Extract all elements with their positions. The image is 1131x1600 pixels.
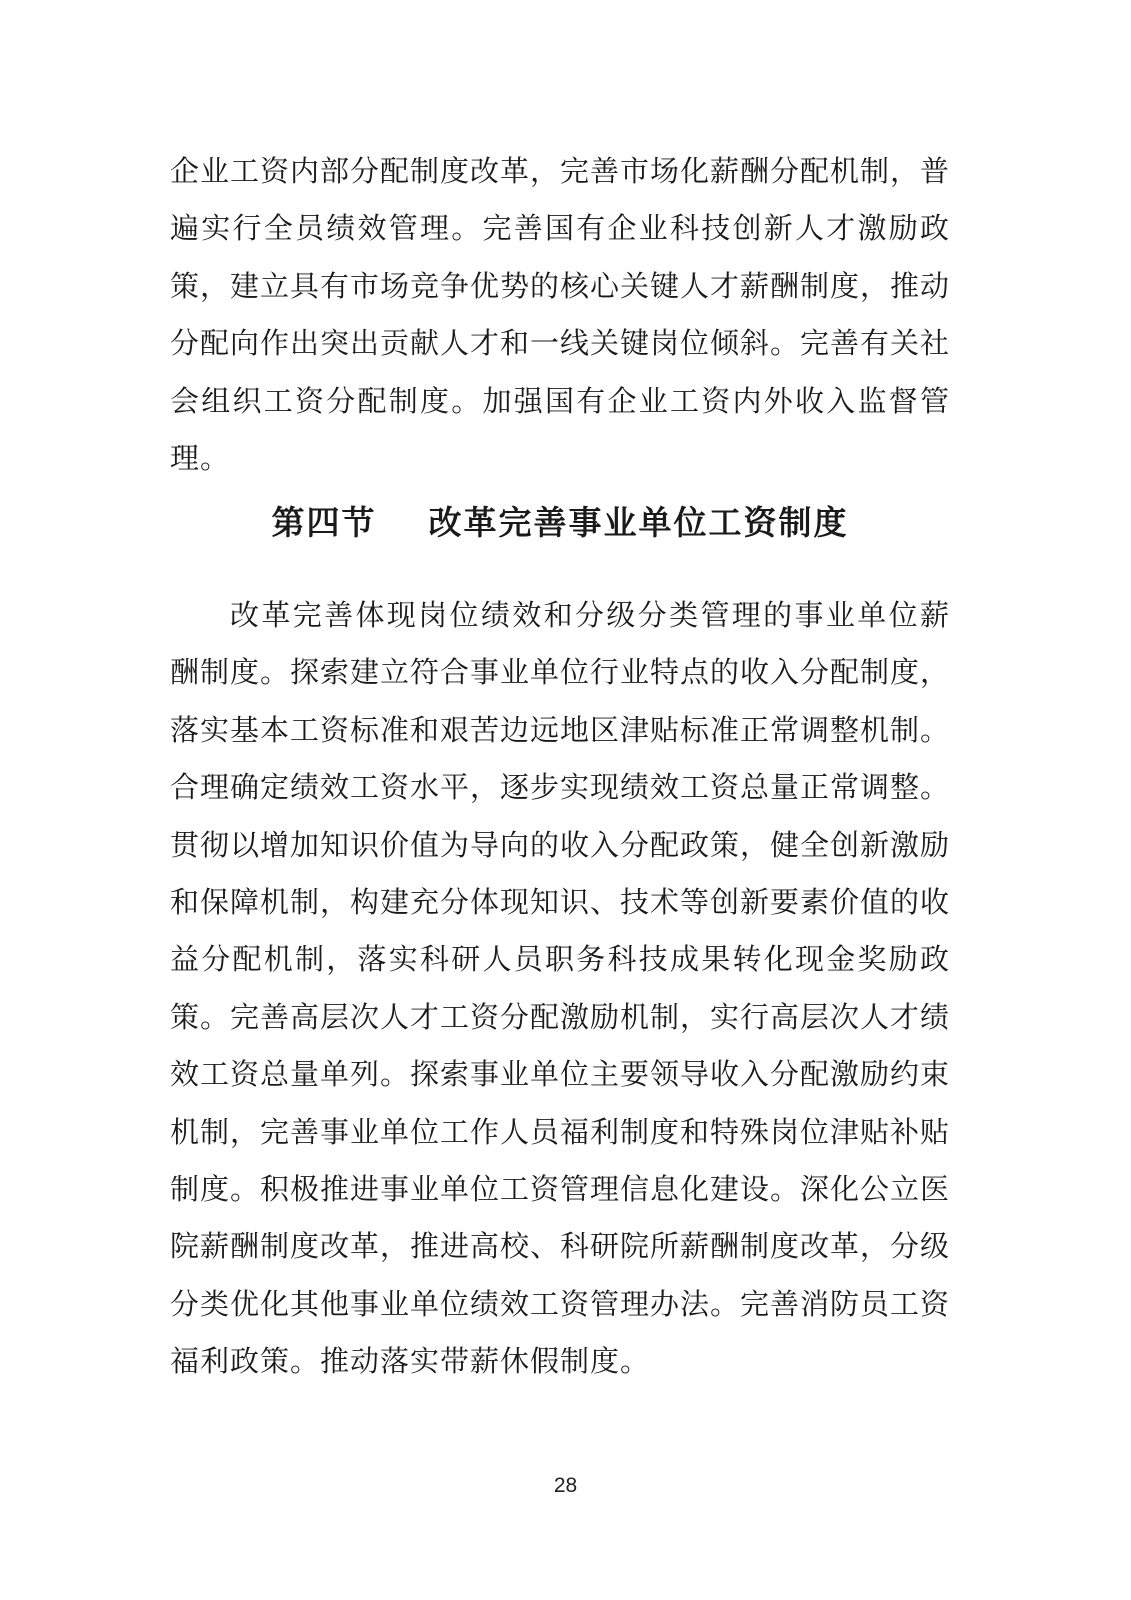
body-line: 企业工资内部分配制度改革，完善市场化薪酬分配机制，普	[170, 156, 950, 188]
body-line: 机制，完善事业单位工作人员福利制度和特殊岗位津贴补贴	[170, 1116, 950, 1149]
body-line: 和保障机制，构建充分体现知识、技术等创新要素价值的收	[170, 886, 950, 919]
section-heading	[170, 494, 950, 551]
body-line: 会组织工资分配制度。加强国有企业工资内外收入监督管	[170, 385, 950, 418]
page-number: 28	[553, 1474, 578, 1497]
body-line: 理。	[170, 442, 231, 475]
body-line: 院薪酬制度改革，推进高校、科研院所薪酬制度改革，分级	[170, 1231, 950, 1264]
body-line: 策，建立具有市场竞争优势的核心关键人才薪酬制度，推动	[170, 270, 950, 303]
body-line: 酬制度。探索建立符合事业单位行业特点的收入分配制度，	[170, 657, 950, 690]
body-line: 效工资总量单列。探索事业单位主要领导收入分配激励约束	[170, 1059, 950, 1092]
body-line: 益分配机制，落实科研人员职务科技成果转化现金奖励政	[170, 944, 950, 977]
body-line: 改革完善体现岗位绩效和分级分类管理的事业单位薪	[230, 600, 950, 632]
body-line: 分配向作出突出贡献人才和一线关键岗位倾斜。完善有关社	[170, 328, 950, 361]
section-heading-title: 改革完善事业单位工资制度	[428, 504, 849, 541]
paragraph-continued	[170, 144, 950, 488]
body-line: 策。完善高层次人才工资分配激励机制，实行高层次人才绩	[170, 1001, 950, 1034]
body-line: 遍实行全员绩效管理。完善国有企业科技创新人才激励政	[170, 213, 950, 246]
body-line: 合理确定绩效工资水平，逐步实现绩效工资总量正常调整。	[170, 772, 950, 805]
section-heading-label: 第四节	[271, 504, 377, 541]
body-line: 贯彻以增加知识价值为导向的收入分配政策，健全创新激励	[170, 829, 950, 862]
body-line: 福利政策。推动落实带薪休假制度。	[170, 1346, 651, 1379]
body-line: 分类优化其他事业单位绩效工资管理办法。完善消防员工资	[170, 1288, 950, 1321]
paragraph-body	[170, 588, 950, 1391]
body-line: 落实基本工资标准和艰苦边远地区津贴标准正常调整机制。	[170, 714, 950, 747]
body-line: 制度。积极推进事业单位工资管理信息化建设。深化公立医	[170, 1173, 950, 1206]
